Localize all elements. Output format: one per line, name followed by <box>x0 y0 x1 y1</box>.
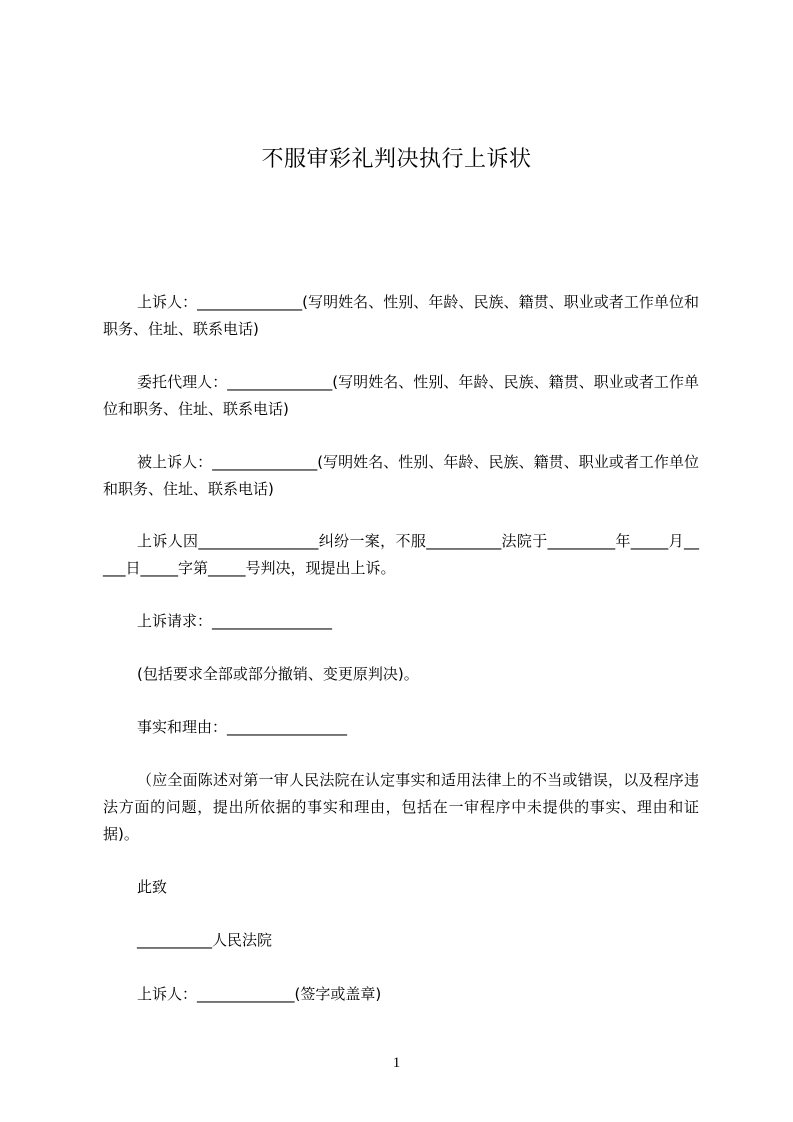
respondent-paragraph: 被上诉人：______________(写明姓名、性别、年龄、民族、籍贯、职业或者工作单位和职务、住址、联系电话) <box>103 453 699 498</box>
appeal-request-paragraph: 上诉请求：________________ <box>137 612 333 630</box>
appellant-paragraph: 上诉人：______________(写明姓名、性别、年龄、民族、籍贯、职业或者工作单位和职务、住址、联系电话) <box>103 293 699 338</box>
case-statement-paragraph: 上诉人因________________纠纷一案，不服__________法院于_________年_____月_____日_____字第_____号判决，现提出上诉。 <box>103 532 699 577</box>
salutation: 此致 <box>137 878 168 896</box>
page-number: 1 <box>392 1055 401 1071</box>
facts-reasons-paragraph: 事实和理由：________________ <box>137 718 348 736</box>
appellant-signature-line: 上诉人：_____________(签字或盖章) <box>137 985 382 1003</box>
facts-reasons-note: （应全面陈述对第一审人民法院在认定事实和适用法律上的不当或错误，以及程序违法方面的问题，提出所依据的事实和理由，包括在一审程序中未提供的事实、理由和证据)。 <box>103 771 699 843</box>
document-title: 不服审彩礼判决执行上诉状 <box>261 147 532 172</box>
appeal-request-note: (包括要求全部或部分撤销、变更原判决)。 <box>137 665 419 683</box>
agent-paragraph: 委托代理人：______________(写明姓名、性别、年龄、民族、籍贯、职业或者工作单位和职务、住址、联系电话) <box>103 373 699 418</box>
court-name-line: __________人民法院 <box>137 931 273 949</box>
